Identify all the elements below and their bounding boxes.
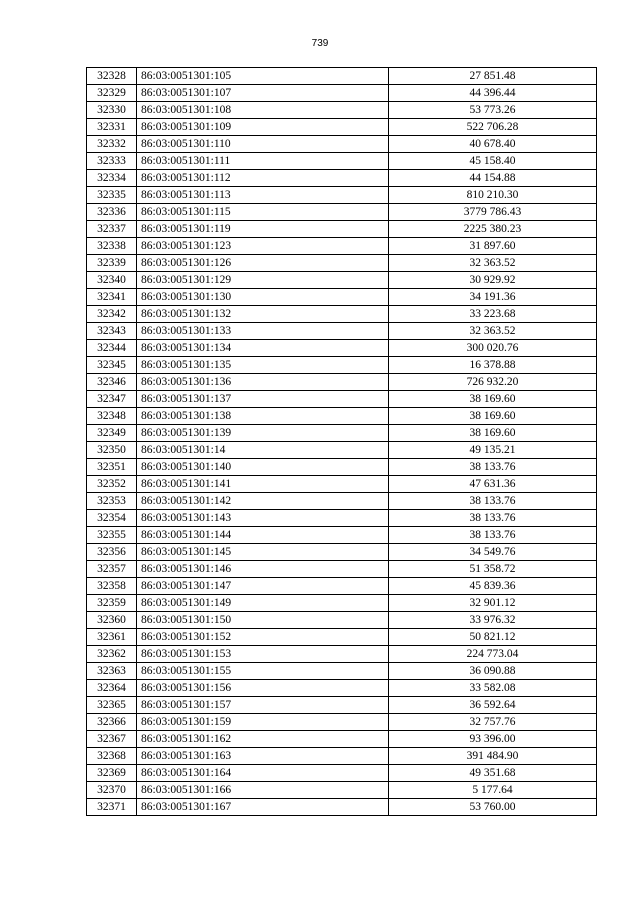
cadastral-number: 86:03:0051301:163 [137,748,389,765]
table-row [87,306,597,323]
cadastral-number: 86:03:0051301:119 [137,221,389,238]
cadastral-number: 86:03:0051301:138 [137,408,389,425]
cadastral-number: 86:03:0051301:145 [137,544,389,561]
row-number: 32335 [87,187,137,204]
cadastral-value: 5 177.64 [389,782,597,799]
cadastral-value-table [86,67,597,816]
table-row [87,357,597,374]
cadastral-number: 86:03:0051301:157 [137,697,389,714]
cadastral-value: 300 020.76 [389,340,597,357]
table-row [87,663,597,680]
row-number: 32369 [87,765,137,782]
cadastral-value: 16 378.88 [389,357,597,374]
cadastral-value: 36 592.64 [389,697,597,714]
row-number: 32357 [87,561,137,578]
cadastral-number: 86:03:0051301:143 [137,510,389,527]
table-row [87,629,597,646]
cadastral-value: 93 396.00 [389,731,597,748]
cadastral-number: 86:03:0051301:14 [137,442,389,459]
table-row [87,748,597,765]
row-number: 32356 [87,544,137,561]
row-number: 32359 [87,595,137,612]
table-row [87,527,597,544]
row-number: 32363 [87,663,137,680]
cadastral-value: 33 223.68 [389,306,597,323]
cadastral-value: 3779 786.43 [389,204,597,221]
table-row [87,136,597,153]
cadastral-value: 30 929.92 [389,272,597,289]
table-row [87,782,597,799]
table-row [87,272,597,289]
table-row [87,680,597,697]
cadastral-number: 86:03:0051301:150 [137,612,389,629]
table-row [87,289,597,306]
cadastral-number: 86:03:0051301:129 [137,272,389,289]
table-body [87,68,597,816]
cadastral-number: 86:03:0051301:107 [137,85,389,102]
row-number: 32366 [87,714,137,731]
row-number: 32342 [87,306,137,323]
cadastral-value: 38 133.76 [389,527,597,544]
cadastral-number: 86:03:0051301:146 [137,561,389,578]
cadastral-number: 86:03:0051301:162 [137,731,389,748]
cadastral-value: 391 484.90 [389,748,597,765]
cadastral-number: 86:03:0051301:142 [137,493,389,510]
cadastral-value: 36 090.88 [389,663,597,680]
cadastral-value: 32 757.76 [389,714,597,731]
cadastral-number: 86:03:0051301:155 [137,663,389,680]
row-number: 32343 [87,323,137,340]
cadastral-value: 33 976.32 [389,612,597,629]
row-number: 32351 [87,459,137,476]
cadastral-value: 31 897.60 [389,238,597,255]
cadastral-value: 47 631.36 [389,476,597,493]
row-number: 32333 [87,153,137,170]
table-row [87,204,597,221]
row-number: 32338 [87,238,137,255]
row-number: 32330 [87,102,137,119]
row-number: 32353 [87,493,137,510]
table-row [87,408,597,425]
row-number: 32341 [87,289,137,306]
cadastral-value: 810 210.30 [389,187,597,204]
table-row [87,391,597,408]
cadastral-number: 86:03:0051301:134 [137,340,389,357]
cadastral-value: 32 363.52 [389,255,597,272]
cadastral-value: 34 549.76 [389,544,597,561]
cadastral-value: 38 169.60 [389,408,597,425]
cadastral-value: 53 760.00 [389,799,597,816]
table-row [87,476,597,493]
table-row [87,697,597,714]
cadastral-number: 86:03:0051301:126 [137,255,389,272]
cadastral-number: 86:03:0051301:167 [137,799,389,816]
table-row [87,68,597,85]
cadastral-number: 86:03:0051301:108 [137,102,389,119]
cadastral-number: 86:03:0051301:132 [137,306,389,323]
cadastral-value: 38 133.76 [389,493,597,510]
row-number: 32329 [87,85,137,102]
cadastral-number: 86:03:0051301:152 [137,629,389,646]
cadastral-number: 86:03:0051301:113 [137,187,389,204]
table-row [87,102,597,119]
table-row [87,799,597,816]
table-row [87,544,597,561]
cadastral-value: 50 821.12 [389,629,597,646]
cadastral-number: 86:03:0051301:153 [137,646,389,663]
row-number: 32349 [87,425,137,442]
cadastral-value: 38 133.76 [389,510,597,527]
table-row [87,340,597,357]
cadastral-number: 86:03:0051301:112 [137,170,389,187]
table-row [87,510,597,527]
cadastral-number: 86:03:0051301:133 [137,323,389,340]
row-number: 32331 [87,119,137,136]
cadastral-value: 33 582.08 [389,680,597,697]
row-number: 32361 [87,629,137,646]
row-number: 32347 [87,391,137,408]
cadastral-value: 32 901.12 [389,595,597,612]
row-number: 32368 [87,748,137,765]
cadastral-value: 27 851.48 [389,68,597,85]
cadastral-number: 86:03:0051301:144 [137,527,389,544]
row-number: 32354 [87,510,137,527]
cadastral-number: 86:03:0051301:141 [137,476,389,493]
table-row [87,374,597,391]
cadastral-value: 51 358.72 [389,561,597,578]
cadastral-number: 86:03:0051301:109 [137,119,389,136]
cadastral-number: 86:03:0051301:105 [137,68,389,85]
table-row [87,714,597,731]
row-number: 32350 [87,442,137,459]
cadastral-value: 40 678.40 [389,136,597,153]
table-row [87,646,597,663]
cadastral-value: 44 154.88 [389,170,597,187]
cadastral-value: 32 363.52 [389,323,597,340]
table-row [87,578,597,595]
cadastral-value: 45 839.36 [389,578,597,595]
table-row [87,765,597,782]
table-row [87,221,597,238]
table-row [87,493,597,510]
row-number: 32358 [87,578,137,595]
row-number: 32334 [87,170,137,187]
row-number: 32367 [87,731,137,748]
cadastral-value: 49 135.21 [389,442,597,459]
table-row [87,170,597,187]
row-number: 32346 [87,374,137,391]
cadastral-number: 86:03:0051301:135 [137,357,389,374]
table-row [87,153,597,170]
cadastral-value: 38 169.60 [389,391,597,408]
row-number: 32332 [87,136,137,153]
row-number: 32337 [87,221,137,238]
cadastral-number: 86:03:0051301:166 [137,782,389,799]
table-row [87,238,597,255]
table-row [87,255,597,272]
row-number: 32364 [87,680,137,697]
cadastral-value: 45 158.40 [389,153,597,170]
table-row [87,612,597,629]
cadastral-number: 86:03:0051301:147 [137,578,389,595]
cadastral-number: 86:03:0051301:159 [137,714,389,731]
row-number: 32336 [87,204,137,221]
table-row [87,425,597,442]
row-number: 32360 [87,612,137,629]
cadastral-number: 86:03:0051301:156 [137,680,389,697]
row-number: 32362 [87,646,137,663]
table-row [87,459,597,476]
cadastral-value: 38 169.60 [389,425,597,442]
cadastral-number: 86:03:0051301:110 [137,136,389,153]
cadastral-value: 38 133.76 [389,459,597,476]
table-row [87,442,597,459]
row-number: 32340 [87,272,137,289]
table-row [87,85,597,102]
row-number: 32352 [87,476,137,493]
row-number: 32345 [87,357,137,374]
row-number: 32355 [87,527,137,544]
cadastral-number: 86:03:0051301:111 [137,153,389,170]
cadastral-value: 49 351.68 [389,765,597,782]
cadastral-value: 726 932.20 [389,374,597,391]
table-row [87,323,597,340]
cadastral-number: 86:03:0051301:164 [137,765,389,782]
table-row [87,119,597,136]
cadastral-value: 522 706.28 [389,119,597,136]
row-number: 32344 [87,340,137,357]
cadastral-number: 86:03:0051301:137 [137,391,389,408]
cadastral-value: 44 396.44 [389,85,597,102]
row-number: 32365 [87,697,137,714]
cadastral-number: 86:03:0051301:130 [137,289,389,306]
cadastral-number: 86:03:0051301:139 [137,425,389,442]
cadastral-value: 224 773.04 [389,646,597,663]
row-number: 32328 [87,68,137,85]
cadastral-number: 86:03:0051301:115 [137,204,389,221]
cadastral-number: 86:03:0051301:136 [137,374,389,391]
table-row [87,561,597,578]
table-row [87,731,597,748]
cadastral-number: 86:03:0051301:123 [137,238,389,255]
row-number: 32339 [87,255,137,272]
row-number: 32348 [87,408,137,425]
row-number: 32370 [87,782,137,799]
row-number: 32371 [87,799,137,816]
cadastral-value: 34 191.36 [389,289,597,306]
page-number: 739 [311,38,329,49]
cadastral-value: 2225 380.23 [389,221,597,238]
table-row [87,595,597,612]
cadastral-value: 53 773.26 [389,102,597,119]
cadastral-number: 86:03:0051301:149 [137,595,389,612]
table-row [87,187,597,204]
cadastral-number: 86:03:0051301:140 [137,459,389,476]
